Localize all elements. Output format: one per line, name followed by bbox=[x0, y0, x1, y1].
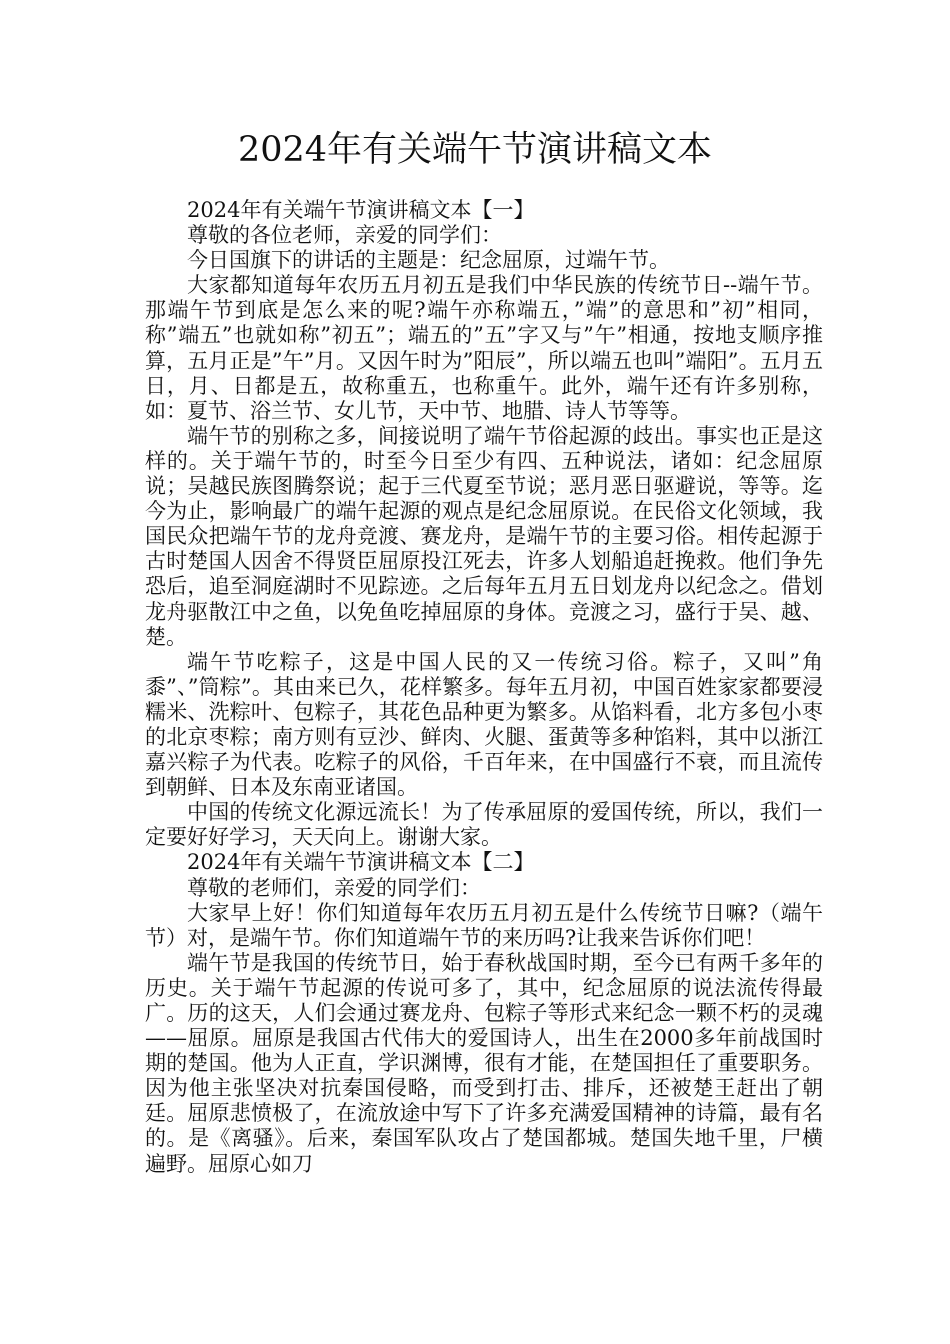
section-heading-2: 2024年有关端午节演讲稿文本【二】 bbox=[187, 850, 535, 875]
paragraph: 大家早上好！你们知道每年农历五月初五是什么传统节日嘛?（端午节）对，是端午节。你们知道端午节的来历吗?让我来告诉你们吧！ bbox=[145, 900, 823, 950]
paragraph: 端午节的别称之多，间接说明了端午节俗起源的歧出。事实也正是这样的。关于端午节的，时至今日至少有四、五种说法，诸如：纪念屈原说；吴越民族图腾祭说；起于三代夏至节说；恶月恶日驱避说，等等。迄今为止，影响最广的端午起源的观点是纪念屈原说。在民俗文化领域，我国民众把端午节的龙舟竞渡、赛龙舟，是端午节的主要习俗。相传起源于古时楚国人因舍不得贤臣屈原投江死去，许多人划船追赶挽救。他们争先恐后，追至洞庭湖时不见踪迹。之后每年五月五日划龙舟以纪念之。借划龙舟驱散江中之鱼，以免鱼吃掉屈原的身体。竞渡之习，盛行于吴、越、楚。 bbox=[145, 423, 823, 649]
paragraph: 大家都知道每年农历五月初五是我们中华民族的传统节日--端午节。那端午节到底是怎么来的呢?端午亦称端五，”端”的意思和”初”相同，称”端五”也就如称”初五”；端五的”五”字又与”午”相通，按地支顺序推算，五月正是”午”月。又因午时为”阳辰”，所以端五也叫”端阳”。五月五日，月、日都是五，故称重五，也称重午。此外，端午还有许多别称，如：夏节、浴兰节、女儿节，天中节、地腊、诗人节等等。 bbox=[145, 273, 823, 423]
document-body bbox=[145, 198, 823, 1177]
salutation-1: 尊敬的各位老师，亲爱的同学们： bbox=[187, 223, 502, 248]
salutation-2: 尊敬的老师们，亲爱的同学们： bbox=[187, 875, 481, 900]
document-title: 2024年有关端午节演讲稿文本 bbox=[237, 130, 713, 170]
paragraph: 今日国旗下的讲话的主题是：纪念屈原，过端午节。 bbox=[187, 248, 670, 273]
paragraph: 中国的传统文化源远流长！为了传承屈原的爱国传统，所以，我们一定要好好学习，天天向上。谢谢大家。 bbox=[145, 800, 823, 850]
section-heading-1: 2024年有关端午节演讲稿文本【一】 bbox=[187, 198, 535, 222]
paragraph: 端午节是我国的传统节日，始于春秋战国时期，至今已有两千多年的历史。关于端午节起源的传说可多了，其中，纪念屈原的说法流传得最广。历的这天，人们会通过赛龙舟、包粽子等形式来纪念一颗不朽的灵魂——屈原。屈原是我国古代伟大的爱国诗人，出生在2000多年前战国时期的楚国。他为人正直，学识渊博，很有才能，在楚国担任了重要职务。因为他主张坚决对抗秦国侵略，而受到打击、排斥，还被楚王赶出了朝廷。屈原悲愤极了，在流放途中写下了许多充满爱国精神的诗篇，最有名的。是《离骚》。后来，秦国军队攻占了楚国都城。楚国失地千里，尸横遍野。屈原心如刀 bbox=[145, 950, 823, 1176]
paragraph: 端午节吃粽子，这是中国人民的又一传统习俗。粽子，又叫”角黍”、”筒粽”。其由来已久，花样繁多。每年五月初，中国百姓家家都要浸糯米、洗粽叶、包粽子，其花色品种更为繁多。从馅料看，北方多包小枣的北京枣粽；南方则有豆沙、鲜肉、火腿、蛋黄等多种馅料，其中以浙江嘉兴粽子为代表。吃粽子的风俗，千百年来，在中国盛行不衰，而且流传到朝鲜、日本及东南亚诸国。 bbox=[145, 649, 823, 800]
